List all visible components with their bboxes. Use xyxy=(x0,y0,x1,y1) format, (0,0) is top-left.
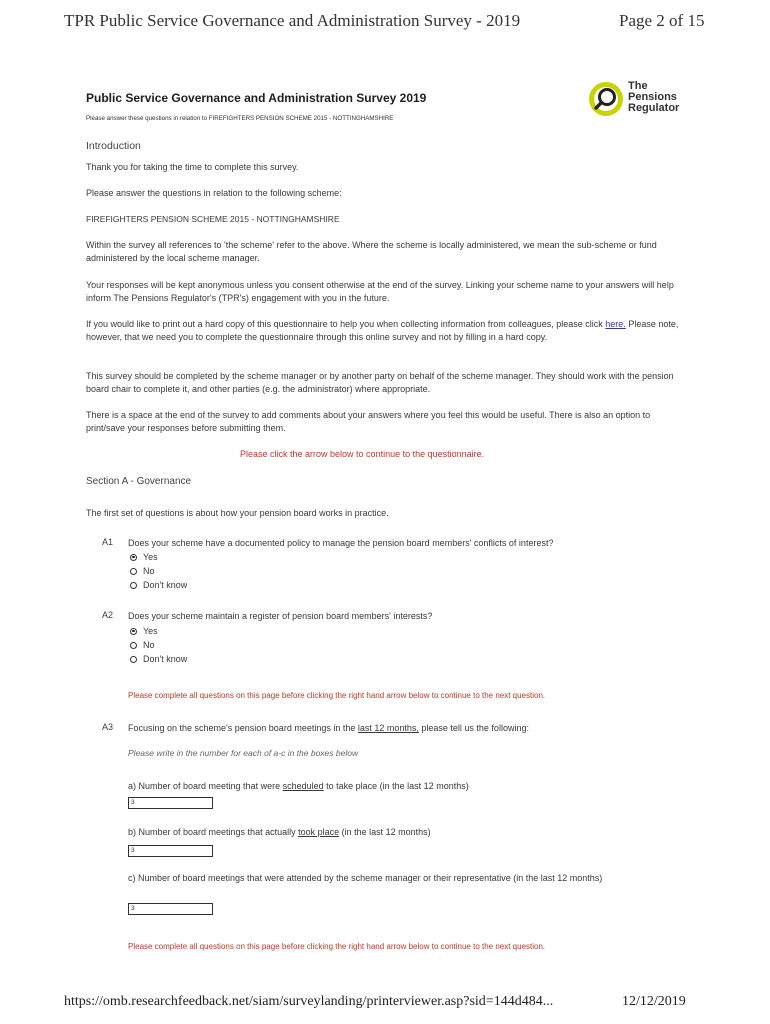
radio-icon[interactable] xyxy=(130,582,137,589)
page-header-title: TPR Public Service Governance and Administration Survey - 2019 xyxy=(64,11,521,30)
q-a1-text: Does your scheme have a documented policy to manage the pension board members' conflicts of interest? xyxy=(128,538,554,548)
q-a3b-text-a: b) Number of board meetings that actually xyxy=(128,827,299,837)
q-a3a-underlined: scheduled xyxy=(282,781,324,791)
q-a2-number: A2 xyxy=(102,610,114,620)
radio-icon[interactable] xyxy=(130,656,137,663)
q-a3c-text: c) Number of board meetings that were attended by the scheme manager or their representative (in the last 12 months) xyxy=(128,873,603,883)
intro-scheme-name: FIREFIGHTERS PENSION SCHEME 2015 - NOTTINGHAMSHIRE xyxy=(86,214,340,224)
page-completion-note-1: Please complete all questions on this page before clicking the right hand arrow below to continue to the next question. xyxy=(128,691,546,700)
q-a1-option-dont-know[interactable] xyxy=(130,580,187,590)
option-label: Don't know xyxy=(143,654,188,664)
q-a3a-text xyxy=(128,780,668,793)
intro-p6-text-a: If you would like to print out a hard copy of this questionnaire to help you when collecting information from colleagues, please click xyxy=(86,319,606,329)
option-label: Yes xyxy=(143,552,158,562)
q-a3c-input[interactable]: 3 xyxy=(128,903,213,915)
continue-instruction: Please click the arrow below to continue to the questionnaire. xyxy=(240,449,485,459)
option-label: No xyxy=(143,566,155,576)
option-label: Don't know xyxy=(143,580,188,590)
section-a-intro: The first set of questions is about how your pension board works in practice. xyxy=(86,508,389,518)
radio-icon[interactable] xyxy=(130,568,137,575)
logo-text-pensions: Pensions xyxy=(628,91,677,103)
page-number: Page 2 of 15 xyxy=(619,11,705,30)
intro-p5: Your responses will be kept anonymous unless you consent otherwise at the end of the survey. Linking your scheme name to your answers will help inform The Pensions Regulator's (TPR's) engagement with you in the future. xyxy=(86,280,674,303)
q-a1-option-yes[interactable] xyxy=(130,552,158,562)
q-a3-text-a: Focusing on the scheme's pension board meetings in the xyxy=(128,723,358,733)
intro-p2: Please answer the questions in relation to the following scheme: xyxy=(86,188,342,198)
intro-p6 xyxy=(86,318,684,343)
radio-selected-icon[interactable] xyxy=(130,554,137,561)
q-a2-option-dont-know[interactable] xyxy=(130,654,187,664)
q-a3-text xyxy=(128,722,668,735)
intro-p8: There is a space at the end of the survey to add comments about your answers where you feel this would be useful. There is also an option to print/save your responses before submitting them. xyxy=(86,410,651,433)
page-completion-note-2: Please complete all questions on this page before clicking the right hand arrow below to continue to the next question. xyxy=(128,942,546,951)
radio-icon[interactable] xyxy=(130,642,137,649)
section-a-heading: Section A - Governance xyxy=(86,476,192,487)
q-a3-text-b: please tell us the following: xyxy=(418,723,529,733)
q-a2-option-no[interactable] xyxy=(130,640,155,650)
q-a3a-input[interactable]: 3 xyxy=(128,797,213,809)
q-a1-option-no[interactable] xyxy=(130,566,155,576)
option-label: No xyxy=(143,640,155,650)
intro-p7: This survey should be completed by the scheme manager or by another party on behalf of the scheme manager. They should work with the pension board chair to complete it, and other parties (e.g. the administrator) where appropriate. xyxy=(86,371,674,394)
q-a3b-underlined: took place xyxy=(298,827,340,837)
survey-title: Public Service Governance and Administration Survey 2019 xyxy=(86,91,427,105)
logo-text-regulator: Regulator xyxy=(628,102,680,114)
intro-heading: Introduction xyxy=(86,140,141,152)
radio-selected-icon[interactable] xyxy=(130,628,137,635)
intro-p4: Within the survey all references to 'the scheme' refer to the above. Where the scheme is locally administered, we mean the sub-scheme or fund administered by the local scheme manager. xyxy=(86,240,657,263)
logo-text xyxy=(628,81,679,114)
q-a1-number: A1 xyxy=(102,537,114,547)
intro-p6-text-b: Please note, however, that we need you to complete the questionnaire through this online survey and not by filling in a hard copy. xyxy=(86,319,679,342)
option-label: Yes xyxy=(143,626,158,636)
q-a3-number: A3 xyxy=(102,722,114,732)
q-a3b-input[interactable]: 3 xyxy=(128,845,213,857)
q-a2-option-yes[interactable] xyxy=(130,626,158,636)
q-a3-text-underlined: last 12 months, xyxy=(357,723,419,733)
footer-url: https://omb.researchfeedback.net/siam/surveylanding/printerviewer.asp?sid=144d484... xyxy=(64,994,554,1009)
survey-subtitle: Please answer these questions in relation to FIREFIGHTERS PENSION SCHEME 2015 - NOTTINGHAMSHIRE xyxy=(86,115,394,122)
intro-p1: Thank you for taking the time to complete this survey. xyxy=(86,162,299,172)
q-a3-instruction: Please write in the number for each of a-c in the boxes below xyxy=(128,748,359,758)
logo-text-the: The xyxy=(628,80,648,92)
q-a3a-text-b: to take place (in the last 12 months) xyxy=(323,781,469,791)
q-a3a-text-a: a) Number of board meeting that were xyxy=(128,781,283,791)
footer-date: 12/12/2019 xyxy=(622,994,686,1009)
q-a3b-text xyxy=(128,826,668,839)
q-a2-text: Does your scheme maintain a register of pension board members' interests? xyxy=(128,611,433,621)
print-here-link[interactable]: here. xyxy=(605,319,626,329)
q-a3b-text-b: (in the last 12 months) xyxy=(339,827,431,837)
